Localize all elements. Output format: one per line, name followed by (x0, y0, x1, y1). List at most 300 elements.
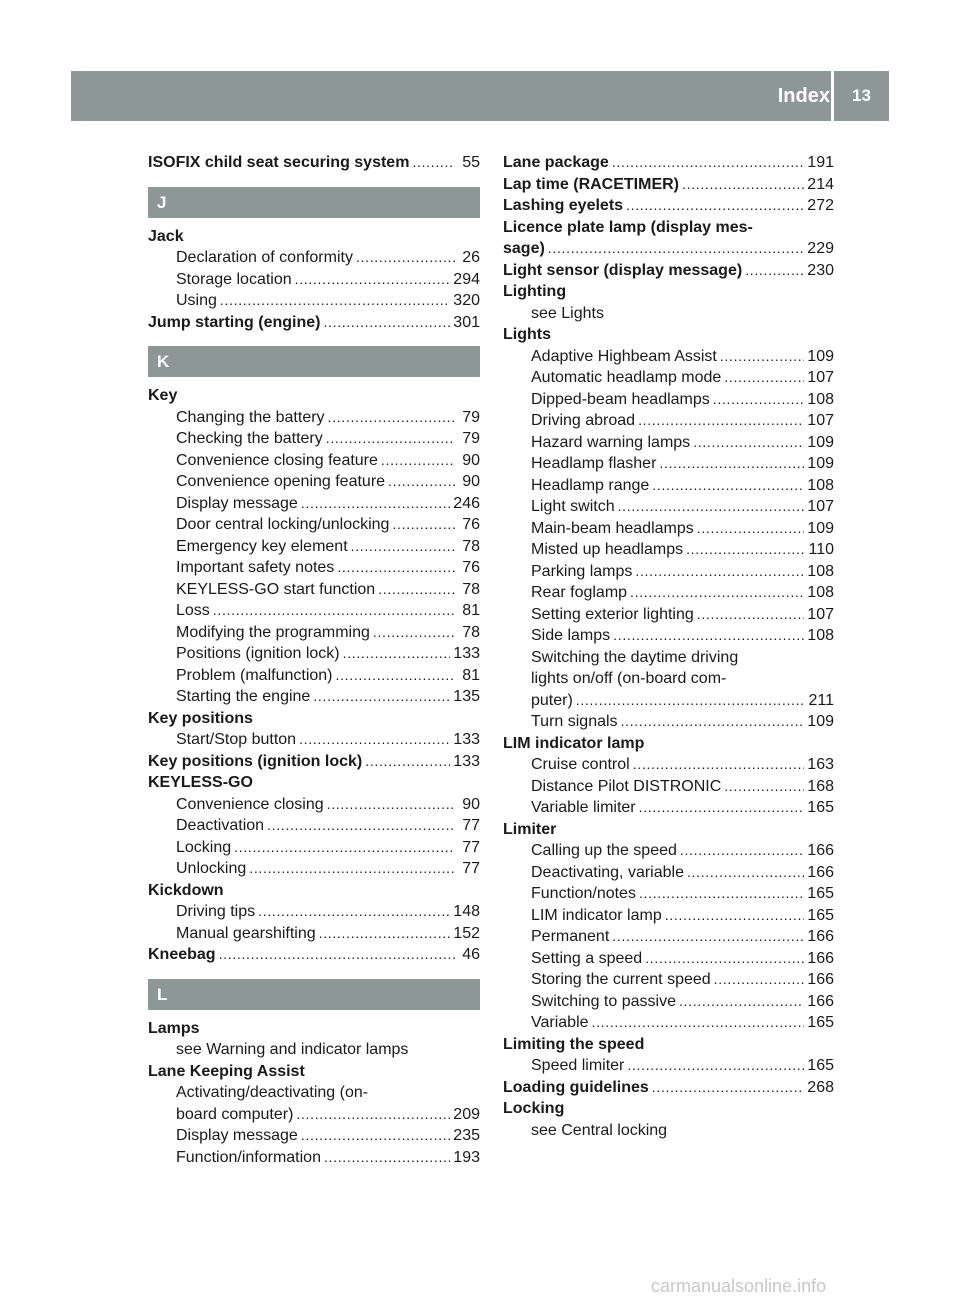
index-entry[interactable] (148, 944, 480, 966)
index-term: Display message (176, 1127, 298, 1144)
index-entry[interactable] (503, 238, 834, 260)
dot-leader (313, 686, 450, 708)
dot-leader (720, 346, 804, 368)
index-term: Driving abroad (531, 412, 636, 429)
dot-leader (659, 453, 804, 475)
index-subentry[interactable] (503, 754, 834, 776)
index-column-left (148, 152, 480, 1168)
index-term: Automatic headlamp mode (531, 369, 722, 386)
index-subentry[interactable] (503, 1012, 834, 1034)
dot-leader (249, 858, 455, 880)
page-reference[interactable]: 107 (807, 498, 834, 515)
index-subentry[interactable] (503, 797, 834, 819)
dot-leader (220, 290, 450, 312)
page-reference[interactable]: 246 (453, 494, 480, 512)
index-term: Distance Pilot DISTRONIC (531, 777, 722, 795)
page-reference[interactable]: 191 (807, 154, 834, 171)
dot-leader (613, 625, 804, 647)
page-reference[interactable]: 135 (453, 688, 480, 705)
index-term: Kickdown (148, 881, 224, 899)
dot-leader (680, 840, 804, 862)
index-subentry[interactable] (503, 389, 834, 411)
index-term: Convenience opening feature (176, 473, 386, 490)
section-title: Index (777, 84, 830, 107)
page-reference[interactable]: 294 (453, 270, 480, 288)
index-subentry[interactable] (503, 862, 834, 884)
index-term: Variable (531, 1014, 589, 1031)
dot-leader (234, 837, 455, 859)
page-reference[interactable]: 272 (807, 197, 834, 214)
index-heading (148, 1018, 480, 1040)
page-reference[interactable]: 108 (807, 390, 834, 408)
page-reference[interactable]: 165 (807, 1014, 834, 1031)
index-subentry[interactable] (503, 539, 834, 561)
index-term: Switching to passive (531, 992, 676, 1010)
index-subentry[interactable] (503, 604, 834, 626)
index-term: Side lamps (531, 627, 611, 644)
page-reference[interactable]: 133 (453, 731, 480, 748)
letter-section-band: L (148, 979, 480, 1010)
dot-leader (351, 536, 455, 558)
index-term: Loss (176, 602, 210, 619)
page-reference[interactable]: 79 (462, 408, 480, 426)
dot-leader (343, 643, 451, 665)
page-reference[interactable]: 90 (462, 451, 480, 469)
page-reference[interactable]: 214 (807, 175, 834, 193)
page-reference[interactable]: 168 (807, 777, 834, 795)
index-term: Display message (176, 494, 298, 512)
index-term: lights on/off (on-board com- (531, 670, 727, 687)
page-reference[interactable]: 109 (807, 713, 834, 730)
index-term: Calling up the speed (531, 842, 677, 859)
index-subentry (148, 1039, 480, 1061)
index-subentry[interactable] (148, 290, 480, 312)
dot-leader (592, 1012, 805, 1034)
index-entry[interactable] (503, 174, 834, 196)
index-term: Locking (176, 838, 232, 856)
index-term: Lighting (503, 283, 567, 300)
dot-leader (219, 944, 455, 966)
index-subentry[interactable] (148, 536, 480, 558)
index-term: Positions (ignition lock) (176, 645, 340, 662)
index-heading (503, 1098, 834, 1120)
dot-leader (392, 514, 455, 536)
index-term: Changing the battery (176, 408, 325, 426)
page-reference[interactable]: 152 (453, 924, 480, 942)
index-term: Deactivation (176, 817, 265, 834)
index-term: puter) (531, 691, 573, 709)
index-term: see Warning and indicator lamps (176, 1041, 409, 1058)
dot-leader (612, 926, 804, 948)
dot-leader (388, 471, 455, 493)
index-subentry[interactable] (148, 493, 480, 515)
index-subentry[interactable] (503, 625, 834, 647)
index-heading (503, 217, 834, 239)
index-subentry[interactable] (503, 518, 834, 540)
index-subentry[interactable] (148, 269, 480, 291)
dot-leader (323, 312, 450, 334)
page-reference[interactable]: 109 (807, 455, 834, 472)
index-term: Lane Keeping Assist (148, 1062, 305, 1080)
index-subentry[interactable] (148, 557, 480, 579)
index-term: Jump starting (engine) (148, 313, 321, 331)
index-entry[interactable] (148, 312, 480, 334)
index-term: Manual gearshifting (176, 924, 316, 942)
page-reference[interactable]: 81 (462, 666, 480, 684)
index-term: Turn signals (531, 713, 618, 730)
page-reference[interactable]: 108 (807, 562, 834, 580)
page-reference[interactable]: 133 (453, 645, 480, 662)
index-heading (503, 324, 834, 346)
page-reference[interactable]: 211 (808, 691, 834, 709)
index-subentry[interactable] (148, 858, 480, 880)
page-reference[interactable]: 77 (462, 860, 480, 877)
index-subentry[interactable] (148, 686, 480, 708)
dot-leader (630, 582, 804, 604)
index-subentry[interactable] (503, 690, 834, 712)
index-term: Convenience closing feature (176, 451, 378, 469)
page-reference[interactable]: 166 (807, 863, 834, 881)
dot-leader (356, 247, 455, 269)
index-subentry[interactable] (148, 622, 480, 644)
index-term: Variable limiter (531, 799, 636, 816)
page-reference[interactable]: 109 (807, 347, 834, 365)
dot-leader (328, 407, 455, 429)
dot-leader (326, 428, 455, 450)
index-term: Dipped-beam headlamps (531, 390, 710, 408)
index-subentry[interactable] (503, 926, 834, 948)
index-term: Activating/deactivating (on- (176, 1084, 369, 1101)
page-reference[interactable]: 77 (462, 838, 480, 856)
page-reference[interactable]: 166 (807, 971, 834, 988)
letter-section-band: J (148, 187, 480, 218)
index-subentry[interactable] (503, 840, 834, 862)
dot-leader (258, 901, 450, 923)
page-reference[interactable]: 166 (807, 928, 834, 945)
index-term: Kneebag (148, 946, 216, 963)
index-term: Speed limiter (531, 1057, 625, 1074)
dot-leader (621, 711, 805, 733)
index-subentry (503, 1120, 834, 1142)
index-term: Start/Stop button (176, 731, 297, 748)
index-term: Switching the daytime driving (531, 648, 739, 666)
dot-leader (652, 1077, 805, 1099)
index-term: LIM indicator lamp (503, 734, 645, 752)
page-reference[interactable]: 166 (807, 842, 834, 859)
index-heading (148, 226, 480, 248)
dot-leader (301, 493, 450, 515)
index-term: Declaration of conformity (176, 249, 353, 266)
index-subentry (503, 303, 834, 325)
page-reference[interactable]: 107 (807, 605, 834, 623)
index-term: Function/notes (531, 885, 636, 902)
dot-leader (618, 496, 805, 518)
index-subentry[interactable] (503, 432, 834, 454)
index-term: Hazard warning lamps (531, 433, 691, 451)
index-term: Licence plate lamp (display mes- (503, 218, 753, 236)
dot-leader (319, 923, 451, 945)
index-term: Lane package (503, 154, 609, 171)
page-reference[interactable]: 107 (807, 369, 834, 386)
dot-leader (299, 729, 450, 751)
index-subentry[interactable] (148, 579, 480, 601)
index-entry[interactable] (503, 195, 834, 217)
index-term: KEYLESS-GO (148, 774, 253, 791)
index-term: Setting exterior lighting (531, 605, 694, 623)
index-term: sage) (503, 240, 545, 257)
page-reference[interactable]: 81 (462, 602, 480, 619)
index-heading (148, 880, 480, 902)
index-entry[interactable] (503, 1077, 834, 1099)
index-subentry[interactable] (148, 428, 480, 450)
index-subentry[interactable] (503, 475, 834, 497)
index-subentry[interactable] (503, 410, 834, 432)
dot-leader (679, 991, 804, 1013)
page-reference[interactable]: 76 (462, 559, 480, 576)
index-subentry[interactable] (148, 815, 480, 837)
page-reference[interactable]: 108 (807, 627, 834, 644)
dot-leader (639, 797, 805, 819)
dot-leader (327, 794, 455, 816)
index-term: Parking lamps (531, 562, 633, 580)
dot-leader (697, 604, 805, 626)
index-term: Starting the engine (176, 688, 311, 705)
index-term: Light sensor (display message) (503, 261, 743, 279)
dot-leader (381, 450, 455, 472)
index-heading (148, 1061, 480, 1083)
index-term: see Central locking (531, 1121, 668, 1139)
index-subentry[interactable] (148, 837, 480, 859)
page-reference[interactable]: 78 (462, 623, 480, 641)
index-heading (503, 281, 834, 303)
dot-leader (336, 665, 456, 687)
index-subentry[interactable] (148, 901, 480, 923)
index-subentry[interactable] (503, 1055, 834, 1077)
index-subentry (503, 668, 834, 690)
index-term: Checking the battery (176, 430, 323, 447)
page-reference[interactable]: 133 (453, 752, 480, 770)
index-subentry[interactable] (148, 247, 480, 269)
index-subentry[interactable] (148, 1147, 480, 1169)
dot-leader (337, 557, 455, 579)
index-term: Misted up headlamps (531, 541, 684, 558)
index-subentry[interactable] (148, 450, 480, 472)
index-term: Key positions (ignition lock) (148, 752, 363, 770)
index-term: Light switch (531, 498, 615, 515)
index-subentry[interactable] (148, 729, 480, 751)
dot-leader (267, 815, 455, 837)
index-term: Door central locking/unlocking (176, 516, 390, 533)
index-subentry[interactable] (148, 923, 480, 945)
index-term: Convenience closing (176, 795, 324, 813)
dot-leader (213, 600, 455, 622)
dot-leader (724, 776, 804, 798)
dot-leader (745, 260, 804, 282)
index-term: KEYLESS-GO start function (176, 580, 376, 598)
index-term: Setting a speed (531, 949, 643, 967)
index-term: Modifying the programming (176, 623, 370, 641)
page-reference[interactable]: 193 (453, 1148, 480, 1166)
index-subentry[interactable] (148, 514, 480, 536)
index-term: Lights (503, 326, 551, 343)
index-subentry[interactable] (148, 794, 480, 816)
index-term: Cruise control (531, 756, 630, 773)
index-heading (503, 1034, 834, 1056)
dot-leader (686, 539, 805, 561)
index-subentry[interactable] (503, 453, 834, 475)
page-reference[interactable]: 77 (462, 817, 480, 834)
page-reference[interactable]: 78 (462, 537, 480, 555)
index-subentry[interactable] (503, 561, 834, 583)
page-reference[interactable]: 109 (807, 519, 834, 537)
index-subentry[interactable] (503, 496, 834, 518)
index-subentry[interactable] (503, 582, 834, 604)
dot-leader (645, 948, 804, 970)
dot-leader (548, 238, 805, 260)
index-term: board computer) (176, 1105, 294, 1123)
index-term: Emergency key element (176, 537, 348, 555)
page-reference[interactable]: 268 (807, 1078, 834, 1096)
index-term: Using (176, 292, 217, 309)
index-subentry[interactable] (148, 665, 480, 687)
index-subentry[interactable] (503, 776, 834, 798)
page-reference[interactable]: 301 (453, 313, 480, 331)
index-subentry[interactable] (503, 711, 834, 733)
index-heading (148, 708, 480, 730)
page-reference[interactable]: 165 (807, 906, 834, 924)
index-term: Loading guidelines (503, 1078, 649, 1096)
page-reference[interactable]: 148 (453, 903, 480, 920)
index-term: Key positions (148, 709, 253, 727)
index-subentry[interactable] (503, 991, 834, 1013)
index-term: Limiting the speed (503, 1035, 645, 1053)
index-subentry[interactable] (148, 1104, 480, 1126)
dot-leader (576, 690, 806, 712)
index-heading (148, 772, 480, 794)
index-term: Storage location (176, 270, 292, 288)
index-subentry[interactable] (148, 471, 480, 493)
page-reference[interactable]: 163 (807, 756, 834, 773)
dot-leader (324, 1147, 450, 1169)
index-entry[interactable] (503, 152, 834, 174)
index-term: Headlamp range (531, 476, 650, 494)
page-reference[interactable]: 209 (453, 1105, 480, 1123)
page-reference[interactable]: 78 (462, 580, 480, 598)
index-subentry[interactable] (148, 1125, 480, 1147)
index-subentry (503, 647, 834, 669)
dot-leader (373, 622, 455, 644)
page-reference[interactable]: 90 (462, 473, 480, 490)
dot-leader (633, 754, 805, 776)
dot-leader (693, 432, 804, 454)
letter-section-band: K (148, 346, 480, 377)
index-term: Deactivating, variable (531, 863, 684, 881)
page-reference[interactable]: 110 (808, 541, 834, 558)
index-term: Lap time (RACETIMER) (503, 175, 679, 193)
page-reference[interactable]: 166 (807, 992, 834, 1010)
index-term: Lashing eyelets (503, 197, 624, 214)
index-subentry[interactable] (503, 905, 834, 927)
dot-leader (296, 1104, 450, 1126)
index-subentry[interactable] (503, 883, 834, 905)
page-reference[interactable]: 108 (807, 584, 834, 601)
page-reference[interactable]: 229 (807, 240, 834, 257)
page-reference[interactable]: 79 (462, 430, 480, 447)
index-term: Important safety notes (176, 559, 335, 576)
page-reference[interactable]: 165 (807, 885, 834, 902)
page-reference[interactable]: 235 (453, 1127, 480, 1144)
page-reference[interactable]: 107 (807, 412, 834, 429)
index-term: see Lights (531, 304, 604, 322)
index-subentry[interactable] (503, 346, 834, 368)
dot-leader (713, 389, 805, 411)
index-column-right (503, 152, 834, 1141)
index-term: Key (148, 387, 178, 404)
index-subentry[interactable] (503, 948, 834, 970)
index-term: Storing the current speed (531, 971, 711, 988)
index-term: Rear foglamp (531, 584, 628, 601)
dot-leader (295, 269, 451, 291)
dot-leader (638, 410, 804, 432)
dot-leader (652, 475, 804, 497)
dot-leader (635, 561, 804, 583)
page-number: 13 (852, 86, 871, 105)
index-term: Adaptive Highbeam Assist (531, 347, 717, 365)
index-term: Main-beam headlamps (531, 519, 694, 537)
index-subentry[interactable] (503, 969, 834, 991)
page-reference[interactable]: 26 (462, 249, 480, 266)
index-subentry[interactable] (148, 407, 480, 429)
dot-leader (627, 1055, 804, 1077)
page-reference[interactable]: 108 (807, 476, 834, 494)
index-term: Driving tips (176, 903, 256, 920)
page-reference[interactable]: 166 (807, 949, 834, 967)
index-heading (503, 819, 834, 841)
index-subentry[interactable] (148, 600, 480, 622)
index-term: ISOFIX child seat securing system (148, 154, 410, 171)
page-reference[interactable]: 46 (462, 946, 480, 963)
index-term: Headlamp flasher (531, 455, 657, 472)
page-reference[interactable]: 76 (462, 516, 480, 533)
index-term: Problem (malfunction) (176, 666, 333, 684)
dot-leader (724, 367, 804, 389)
index-entry[interactable] (148, 751, 480, 773)
page-reference[interactable]: 55 (462, 154, 480, 171)
index-subentry[interactable] (148, 643, 480, 665)
dot-leader (665, 905, 805, 927)
index-term: Unlocking (176, 860, 247, 877)
page-reference[interactable]: 109 (807, 433, 834, 451)
dot-leader (412, 152, 455, 174)
index-subentry[interactable] (503, 367, 834, 389)
index-term: Function/information (176, 1148, 321, 1166)
dot-leader (378, 579, 455, 601)
index-term: Limiter (503, 820, 557, 838)
page-reference[interactable]: 90 (462, 795, 480, 813)
dot-leader (687, 862, 804, 884)
dot-leader (639, 883, 804, 905)
index-entry[interactable] (148, 152, 480, 174)
dot-leader (682, 174, 804, 196)
watermark: carmanualsonline.info (651, 1276, 827, 1296)
dot-leader (301, 1125, 450, 1147)
index-entry[interactable] (503, 260, 834, 282)
page-reference[interactable]: 165 (807, 799, 834, 816)
index-term: LIM indicator lamp (531, 906, 662, 924)
page-reference[interactable]: 230 (807, 261, 834, 279)
page-reference[interactable]: 320 (453, 292, 480, 309)
page-reference[interactable]: 165 (807, 1057, 834, 1074)
